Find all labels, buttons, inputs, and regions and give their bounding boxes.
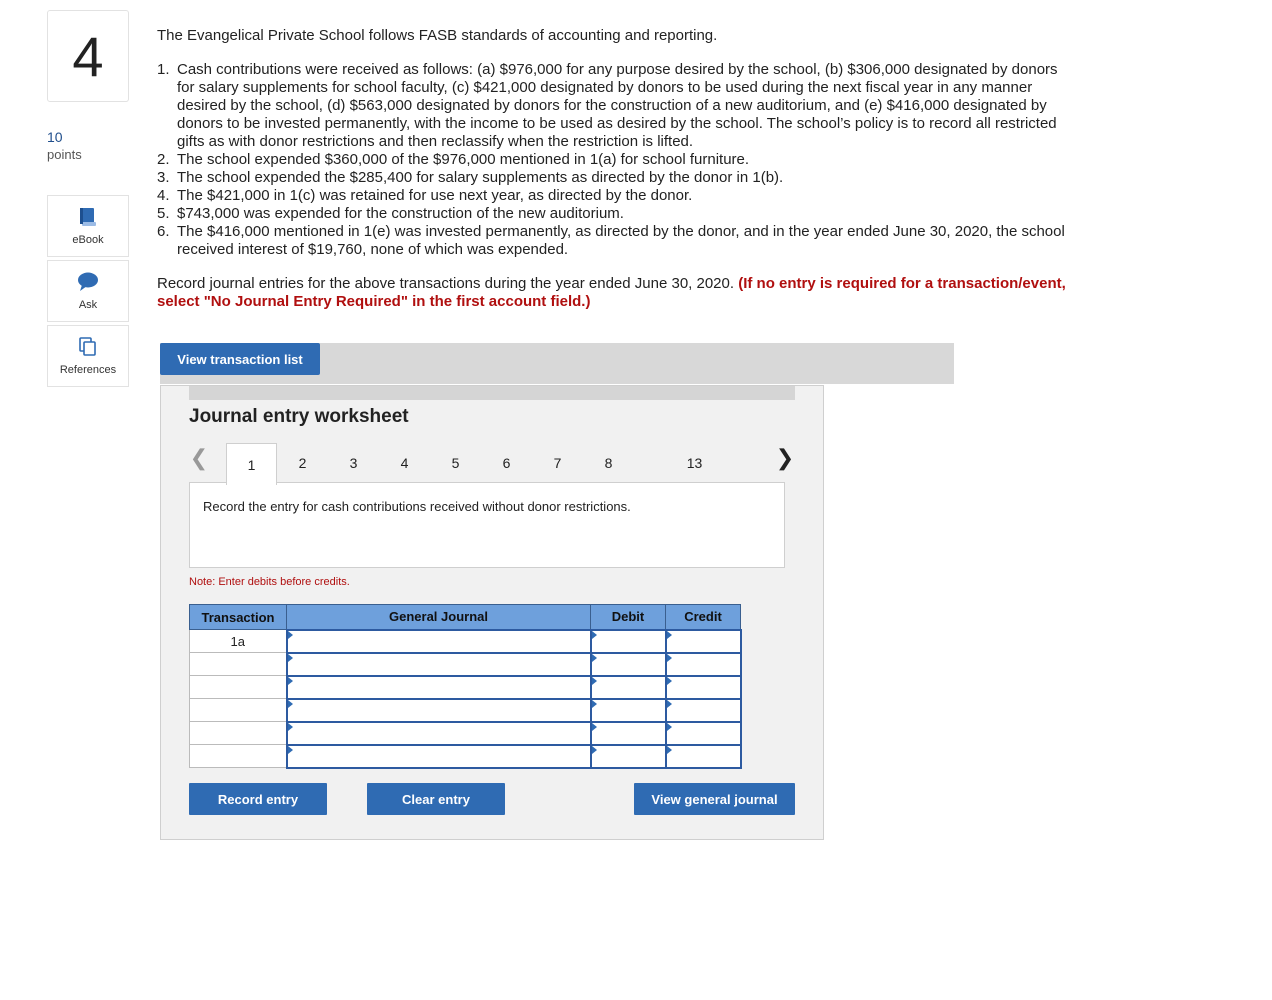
col-header-transaction: Transaction [190, 605, 287, 630]
problem-item: 3. The school expended the $285,400 for salary supplements as directed by the donor in 1(b). [157, 169, 784, 186]
account-input[interactable] [287, 745, 591, 768]
table-row [190, 630, 741, 653]
account-input[interactable] [287, 630, 591, 653]
chat-bubble-icon [77, 271, 99, 293]
table-row [190, 745, 741, 768]
record-entry-button[interactable]: Record entry [189, 783, 327, 815]
problem-intro: The Evangelical Private School follows FASB standards of accounting and reporting. [157, 27, 718, 44]
tab-3[interactable]: 3 [349, 455, 358, 471]
ask-label: Ask [78, 299, 98, 311]
problem-item: 5. $743,000 was expended for the construction of the new auditorium. [157, 205, 624, 222]
debit-input[interactable] [591, 722, 666, 745]
tab-2[interactable]: 2 [298, 455, 307, 471]
credit-input[interactable] [666, 722, 741, 745]
transaction-cell [190, 699, 287, 722]
journal-entry-worksheet [160, 385, 824, 840]
credit-input[interactable] [666, 653, 741, 676]
debit-input[interactable] [591, 653, 666, 676]
references-label: References [59, 364, 117, 376]
col-header-general-journal: General Journal [287, 605, 591, 630]
account-input[interactable] [287, 699, 591, 722]
tab-4[interactable]: 4 [400, 455, 409, 471]
tab-1[interactable]: 1 [226, 443, 277, 485]
debits-note: Note: Enter debits before credits. [189, 576, 350, 588]
account-input[interactable] [287, 653, 591, 676]
next-tab-chevron-icon[interactable]: ❯ [775, 445, 795, 470]
debit-input[interactable] [591, 745, 666, 768]
points-value: 10 [47, 129, 63, 145]
instructions-alert: (If no entry is required for a transaction/event, select "No Journal Entry Required" in the first account field.) [157, 275, 1066, 310]
debit-input[interactable] [591, 676, 666, 699]
account-input[interactable] [287, 722, 591, 745]
instructions: Record journal entries for the above transactions during the year ended June 30, 2020. (If no entry is required for a transaction/event, select "No Journal Entry Required" in the first account field.) [157, 275, 1066, 310]
tab-6[interactable]: 6 [502, 455, 511, 471]
ask-button[interactable] [47, 260, 129, 322]
debit-input[interactable] [591, 630, 666, 653]
table-row [190, 676, 741, 699]
clear-entry-button[interactable]: Clear entry [367, 783, 505, 815]
transaction-cell [190, 722, 287, 745]
problem-item: 6. The $416,000 mentioned in 1(e) was invested permanently, as directed by the donor, and in the year ended June 30, 2020, the school received interest of $19,760, none of which was expended. [157, 223, 1065, 258]
col-header-credit: Credit [666, 605, 741, 630]
references-button[interactable] [47, 325, 129, 387]
problem-item: 4. The $421,000 in 1(c) was retained for use next year, as directed by the donor. [157, 187, 693, 204]
credit-input[interactable] [666, 630, 741, 653]
tab-8[interactable]: 8 [604, 455, 613, 471]
tab-5[interactable]: 5 [451, 455, 460, 471]
problem-text [157, 27, 1077, 326]
credit-input[interactable] [666, 676, 741, 699]
problem-item: 1. Cash contributions were received as follows: (a) $976,000 for any purpose desired by the school, (b) $306,000 designated by donors for salary supplements for school faculty, (c) $421,000 designated by donors to be used during the next fiscal year in any manner desired by the school, (d) $563,000 designated by donors for the construction of a new auditorium, and (e) $416,000 designated by donors to be invested permanently, with the income to be used as desired by the school. The school’s policy is to record all restricted gifts as with donor restrictions and then reclassify when the restriction is lifted. [157, 61, 1058, 150]
worksheet-strip [189, 386, 795, 400]
table-row [190, 653, 741, 676]
journal-table [189, 604, 742, 769]
account-input[interactable] [287, 676, 591, 699]
credit-input[interactable] [666, 699, 741, 722]
tab-13[interactable]: 13 [686, 455, 703, 471]
entry-description: Record the entry for cash contributions received without donor restrictions. [189, 482, 785, 568]
transaction-cell: 1a [190, 630, 287, 653]
problem-items [157, 61, 1077, 259]
transaction-cell [190, 745, 287, 768]
ebook-button[interactable] [47, 195, 129, 257]
credit-input[interactable] [666, 745, 741, 768]
points-label: points [47, 147, 82, 162]
question-number: 4 [47, 10, 129, 102]
prev-tab-chevron-icon[interactable]: ❮ [189, 445, 209, 470]
table-row [190, 699, 741, 722]
transaction-cell [190, 653, 287, 676]
table-row [190, 722, 741, 745]
book-icon [79, 206, 97, 228]
view-transaction-list-button[interactable]: View transaction list [160, 343, 320, 375]
transaction-cell [190, 676, 287, 699]
col-header-debit: Debit [591, 605, 666, 630]
view-general-journal-button[interactable]: View general journal [634, 783, 795, 815]
ebook-label: eBook [72, 234, 104, 246]
worksheet-title: Journal entry worksheet [189, 406, 409, 427]
debit-input[interactable] [591, 699, 666, 722]
tab-7[interactable]: 7 [553, 455, 562, 471]
copy-pages-icon [79, 336, 97, 358]
problem-item: 2. The school expended $360,000 of the $976,000 mentioned in 1(a) for school furniture. [157, 151, 750, 168]
